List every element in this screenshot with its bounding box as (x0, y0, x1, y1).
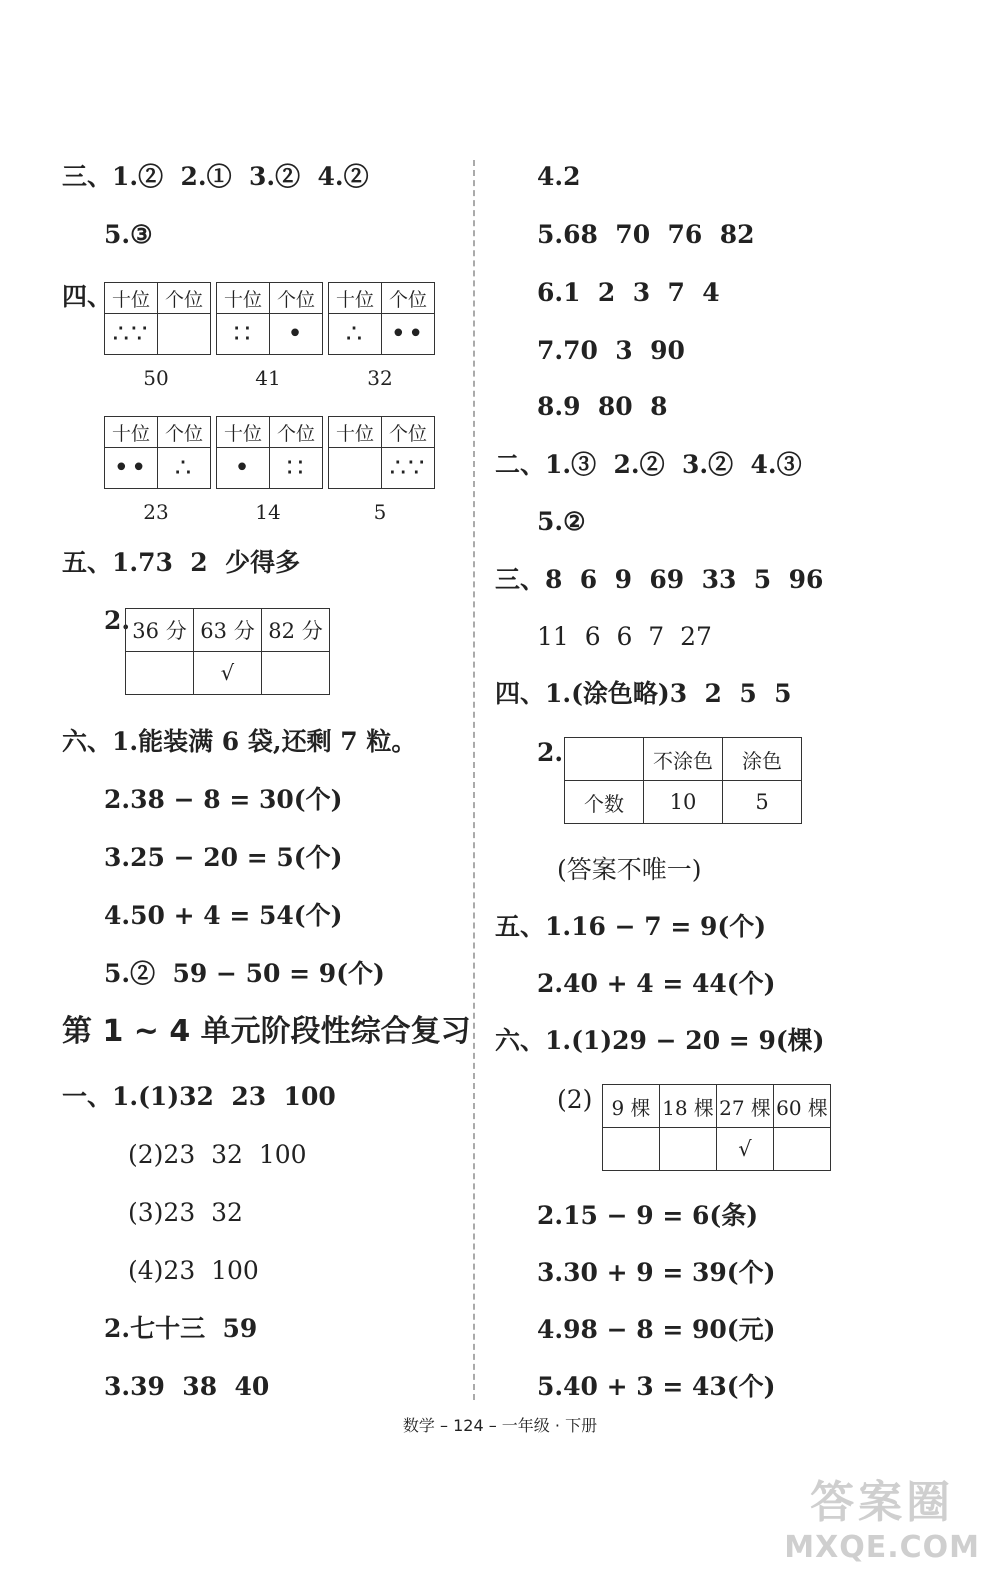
answer-r-l14: 2.40 + 4 = 44(个) (537, 969, 776, 998)
answer-r1-line2: (2)23 32 100 (128, 1140, 307, 1169)
ones-header: 个位 (382, 283, 435, 314)
tens-header: 十位 (329, 417, 382, 448)
answer-s6-line1: 六、1.能装满 6 袋,还剩 7 粒。 (62, 727, 417, 756)
answer-r1-line5: 2.七十三 59 (104, 1314, 258, 1343)
ones-dots: ∴∵ (382, 448, 435, 489)
tens-dots: •• (105, 448, 158, 489)
answer-r-l12: (答案不唯一) (557, 855, 702, 884)
place-value-table-41 (216, 282, 323, 355)
answer-s4-label: 四、 (62, 282, 113, 311)
pv-number: 23 (143, 500, 169, 524)
table-header: 不涂色 (644, 738, 723, 781)
answer-s6-line2: 2.38 − 8 = 30(个) (104, 785, 343, 814)
answer-s6-line3: 3.25 − 20 = 5(个) (104, 843, 343, 872)
ones-dots: • (270, 314, 323, 355)
answer-r-l8: 三、8 6 9 69 33 5 96 (495, 565, 824, 594)
tree-mark (603, 1128, 660, 1171)
review-heading: 第 1 ~ 4 单元阶段性综合复习 (62, 1014, 471, 1049)
answer-r-l9: 11 6 6 7 27 (537, 622, 712, 651)
page-footer: 数学 – 124 – 一年级 · 下册 (402, 1416, 598, 1435)
answer-r-l15: 六、1.(1)29 − 20 = 9(棵) (495, 1026, 825, 1055)
answer-r-l4: 7.70 3 90 (537, 336, 685, 365)
place-value-table-32 (328, 282, 435, 355)
tree-mark: √ (717, 1128, 774, 1171)
score-header: 36 分 (126, 609, 194, 652)
tens-dots: • (217, 448, 270, 489)
pv-number: 32 (367, 366, 393, 390)
tens-header: 十位 (217, 283, 270, 314)
tree-header: 27 棵 (717, 1085, 774, 1128)
ones-dots (158, 314, 211, 355)
tens-header: 十位 (105, 283, 158, 314)
ones-header: 个位 (270, 283, 323, 314)
answer-s3-line1: 三、1.② 2.① 3.② 4.② (62, 162, 369, 191)
score-table (125, 608, 330, 695)
table-corner (565, 738, 644, 781)
answer-r-l2: 5.68 70 76 82 (537, 220, 755, 249)
answer-r-l1: 4.2 (537, 162, 581, 191)
count-cell: 5 (723, 781, 802, 824)
answer-s5-item2: 2. (104, 606, 131, 635)
answer-r-l17: 2.15 − 9 = 6(条) (537, 1201, 759, 1230)
column-divider (473, 160, 475, 1400)
answer-r-l3: 6.1 2 3 7 4 (537, 278, 720, 307)
answer-s6-line4: 4.50 + 4 = 54(个) (104, 901, 343, 930)
answer-r1-line6: 3.39 38 40 (104, 1372, 270, 1401)
place-value-table-23 (104, 416, 211, 489)
answer-r-l13: 五、1.16 − 7 = 9(个) (495, 912, 767, 941)
count-cell: 10 (644, 781, 723, 824)
tens-dots: ∷ (217, 314, 270, 355)
tens-header: 十位 (329, 283, 382, 314)
tree-mark (774, 1128, 831, 1171)
answer-s3-line2: 5.③ (104, 220, 153, 249)
answer-r-l16-item: (2) (557, 1085, 593, 1114)
place-value-table-50 (104, 282, 211, 355)
place-value-table-5 (328, 416, 435, 489)
pv-number: 50 (143, 366, 169, 390)
ones-dots: •• (382, 314, 435, 355)
ones-header: 个位 (270, 417, 323, 448)
score-header: 82 分 (262, 609, 330, 652)
ones-dots: ∴ (158, 448, 211, 489)
watermark-top: 答案圈 (810, 1477, 955, 1528)
score-mark: √ (194, 652, 262, 695)
answer-r-l20: 5.40 + 3 = 43(个) (537, 1372, 776, 1401)
pv-number: 41 (255, 366, 281, 390)
place-value-table-14 (216, 416, 323, 489)
answer-r-l11-item: 2. (537, 738, 564, 767)
score-header: 63 分 (194, 609, 262, 652)
watermark-logo (784, 1466, 980, 1565)
pv-number: 14 (255, 500, 281, 524)
answer-r-l19: 4.98 − 8 = 90(元) (537, 1315, 776, 1344)
ones-header: 个位 (158, 417, 211, 448)
answer-s5-line1: 五、1.73 2 少得多 (62, 548, 301, 577)
row-label: 个数 (565, 781, 644, 824)
answer-r1-line4: (4)23 100 (128, 1256, 259, 1285)
score-mark (262, 652, 330, 695)
tens-header: 十位 (105, 417, 158, 448)
tree-header: 18 棵 (660, 1085, 717, 1128)
answer-r-l6: 二、1.③ 2.② 3.② 4.③ (495, 450, 802, 479)
tree-table (602, 1084, 831, 1171)
score-mark (126, 652, 194, 695)
answer-s6-line5: 5.② 59 − 50 = 9(个) (104, 959, 385, 988)
pv-number: 5 (373, 500, 387, 524)
answer-r-l10: 四、1.(涂色略)3 2 5 5 (495, 679, 792, 708)
answer-r-l5: 8.9 80 8 (537, 392, 668, 421)
table-header: 涂色 (723, 738, 802, 781)
tree-header: 60 棵 (774, 1085, 831, 1128)
tens-header: 十位 (217, 417, 270, 448)
tens-dots: ∴ (329, 314, 382, 355)
ones-dots: ∷ (270, 448, 323, 489)
tree-mark (660, 1128, 717, 1171)
ones-header: 个位 (158, 283, 211, 314)
tree-header: 9 棵 (603, 1085, 660, 1128)
coloring-count-table (564, 737, 802, 824)
tens-dots (329, 448, 382, 489)
answer-r-l18: 3.30 + 9 = 39(个) (537, 1258, 776, 1287)
answer-r1-line1: 一、1.(1)32 23 100 (62, 1082, 336, 1111)
tens-dots: ∴∵ (105, 314, 158, 355)
answer-r-l7: 5.② (537, 507, 586, 536)
ones-header: 个位 (382, 417, 435, 448)
watermark-bottom: MXQE.COM (784, 1530, 980, 1565)
answer-r1-line3: (3)23 32 (128, 1198, 243, 1227)
